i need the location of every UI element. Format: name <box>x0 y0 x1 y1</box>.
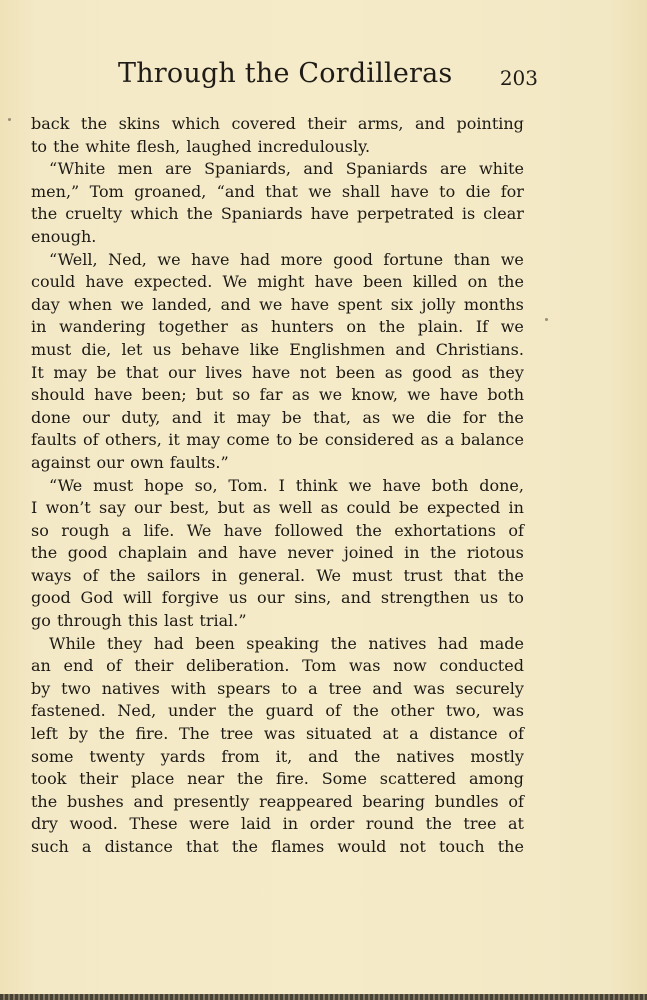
text-line: enough. <box>31 226 97 246</box>
text-line: such a distance that the flames would not touch the <box>31 837 524 856</box>
running-head <box>118 58 538 98</box>
text-line: ways of the sailors in general. We must trust that the <box>31 565 524 585</box>
text-line: the bushes and presently reappeared bearing bundles of <box>31 791 524 811</box>
text-line: to the white flesh, laughed incredulously. <box>31 136 371 156</box>
text-line: men,” Tom groaned, “and that we shall have to die for <box>31 181 524 201</box>
text-line: fastened. Ned, under the guard of the other two, was <box>31 701 524 721</box>
text-line: “We must hope so, Tom. I think we have both done, <box>49 475 524 495</box>
text-line: While they had been speaking the natives had made <box>49 633 524 653</box>
text-line: by two natives with spears to a tree and was securely <box>31 678 524 698</box>
text-line: “White men are Spaniards, and Spaniards are white <box>49 159 524 179</box>
text-line: an end of their deliberation. Tom was now conducted <box>31 656 524 676</box>
text-line: the good chaplain and have never joined in the riotous <box>31 543 524 563</box>
text-line: back the skins which covered their arms, and pointing <box>31 114 524 133</box>
text-line: left by the fire. The tree was situated at a distance of <box>31 724 524 744</box>
text-line: dry wood. These were laid in order round the tree at <box>31 814 524 834</box>
paper-speck <box>8 118 11 121</box>
text-line: must die, let us behave like Englishmen and Christians. <box>31 339 524 359</box>
text-line: the cruelty which the Spaniards have perpetrated is clear <box>31 204 524 224</box>
paper-speck <box>545 318 548 321</box>
text-line: could have expected. We might have been killed on the <box>31 272 524 292</box>
text-line: some twenty yards from it, and the natives mostly <box>31 746 524 766</box>
text-line: so rough a life. We have followed the exhortations of <box>31 520 524 540</box>
text-line: day when we landed, and we have spent six jolly months <box>31 294 524 314</box>
text-line: should have been; but so far as we know, we have both <box>31 385 524 405</box>
text-line: good God will forgive us our sins, and strengthen us to <box>31 588 524 608</box>
text-line: “Well, Ned, we have had more good fortune than we <box>49 249 524 269</box>
page-number: 203 <box>499 66 538 90</box>
text-line: took their place near the fire. Some scattered among <box>31 769 524 789</box>
text-line: I won’t say our best, but as well as could be expected in <box>31 498 524 518</box>
book-title: Through the Cordilleras <box>118 58 453 89</box>
text-line: done our duty, and it may be that, as we die for the <box>31 407 524 427</box>
page-edge <box>0 994 647 1000</box>
text-line: It may be that our lives have not been as good as they <box>31 362 524 382</box>
text-line: faults of others, it may come to be considered as a balance <box>31 430 524 450</box>
text-line: in wandering together as hunters on the plain. If we <box>31 317 524 337</box>
text-line: go through this last trial.” <box>31 611 247 631</box>
text-line: against our own faults.” <box>31 452 229 472</box>
body-text <box>31 113 524 859</box>
